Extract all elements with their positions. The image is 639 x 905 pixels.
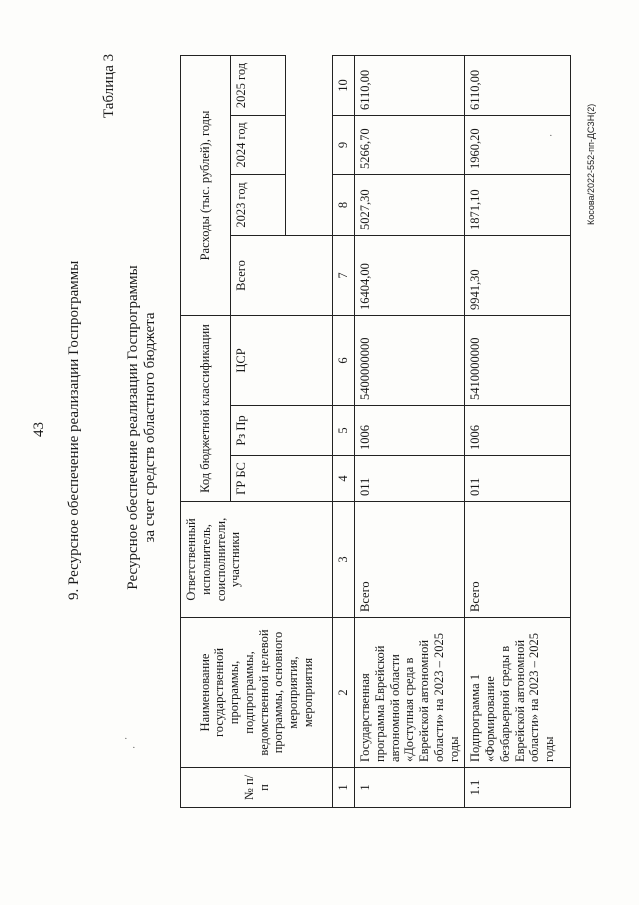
row-2024: 5266,70 <box>355 115 465 174</box>
column-number: 7 <box>333 235 355 315</box>
row-total: 9941,30 <box>465 235 571 315</box>
table-tag: Таблица 3 <box>101 53 117 118</box>
header-name: Наименование государственной программы, подпрограммы, ведомственной целевой программы, основного мероприятия, мероприятия <box>181 618 333 768</box>
page-number: 43 <box>31 422 47 437</box>
row-grbs: 011 <box>465 456 571 502</box>
column-number: 1 <box>333 768 355 808</box>
header-budget-code: Код бюджетной классификации <box>181 315 231 501</box>
table-title-line1: Ресурсное обеспечение реализации Госпрограммы <box>125 265 141 590</box>
document-stamp: Косова/2022-552-пп-ДСЗН(2) <box>586 103 596 225</box>
row-2025: 6110,00 <box>355 55 465 115</box>
row-name: Государственная программа Еврейской автономной области «Доступная среда в Еврейской автономной области» на 2023 – 2025 годы <box>355 618 465 768</box>
scan-speck: · <box>124 733 128 745</box>
column-number: 6 <box>333 315 355 405</box>
header-2025: 2025 год <box>231 55 286 115</box>
resource-table-wrapper <box>180 56 566 808</box>
column-number: 2 <box>333 618 355 768</box>
row-2023: 1871,10 <box>465 174 571 235</box>
row-2024: 1960,20 <box>465 115 571 174</box>
row-csr: 5400000000 <box>355 315 465 405</box>
row-total: 16404,00 <box>355 235 465 315</box>
row-2023: 5027,30 <box>355 174 465 235</box>
column-number: 9 <box>333 115 355 174</box>
column-number: 5 <box>333 406 355 456</box>
row-num: 1 <box>355 768 465 808</box>
table-title <box>125 235 160 620</box>
column-number-row <box>333 55 355 807</box>
table-title-line2: за счет средств областного бюджета <box>142 312 159 543</box>
row-csr: 5410000000 <box>465 315 571 405</box>
scan-speck: · <box>132 742 136 754</box>
column-number: 8 <box>333 174 355 235</box>
header-csr: ЦСР <box>231 315 333 405</box>
row-2025: 6110,00 <box>465 55 571 115</box>
header-executor: Ответственный исполнитель, соисполнители, участники <box>181 502 333 618</box>
scan-speck: · <box>549 130 553 142</box>
resource-table <box>180 55 571 808</box>
row-rzpr: 1006 <box>465 406 571 456</box>
header-total: Всего <box>231 235 333 315</box>
row-rzpr: 1006 <box>355 406 465 456</box>
row-name: Подпрограмма 1 «Формирование безбарьерной среды в Еврейской автономной области» на 2023 – 2025 годы <box>465 618 571 768</box>
row-num: 1.1 <box>465 768 571 808</box>
row-executor: Всего <box>355 502 465 618</box>
header-2023: 2023 год <box>231 174 286 235</box>
header-num: № п/п <box>181 768 333 808</box>
section-title: 9. Ресурсное обеспечение реализации Госпрограммы <box>66 260 82 600</box>
column-number: 3 <box>333 502 355 618</box>
table-row <box>355 55 465 807</box>
table-row <box>465 55 571 807</box>
column-number: 10 <box>333 55 355 115</box>
column-number: 4 <box>333 456 355 502</box>
header-expenses: Расходы (тыс. рублей), годы <box>181 55 231 315</box>
row-executor: Всего <box>465 502 571 618</box>
row-grbs: 011 <box>355 456 465 502</box>
header-grbs: ГР БС <box>231 456 333 502</box>
header-2024: 2024 год <box>231 115 286 174</box>
header-rzpr: Рз Пр <box>231 406 333 456</box>
